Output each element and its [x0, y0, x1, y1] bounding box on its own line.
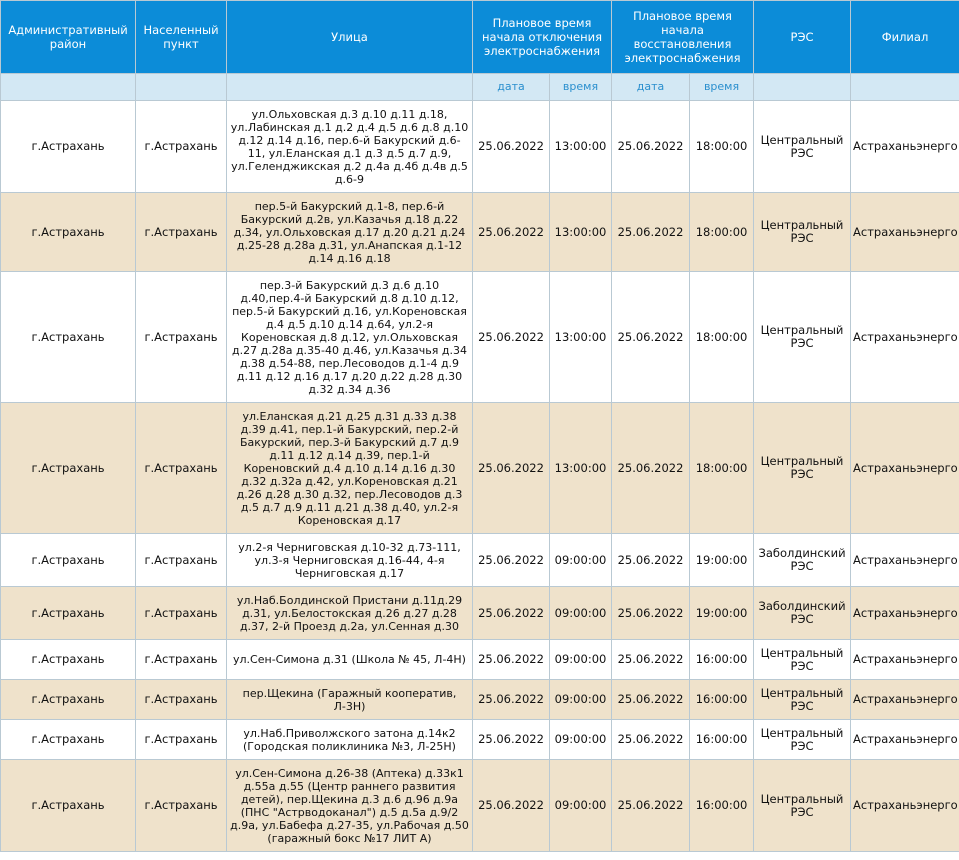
subheader-empty: [136, 74, 227, 101]
locality-cell: г.Астрахань: [136, 760, 227, 852]
on-time-cell: 18:00:00: [690, 101, 754, 193]
on-time-cell: 16:00:00: [690, 760, 754, 852]
branch-cell: Астраханьэнерго: [851, 587, 959, 640]
branch-cell: Астраханьэнерго: [851, 640, 959, 680]
street-cell: ул.Ольховская д.3 д.10 д.11 д.18, ул.Лабинская д.1 д.2 д.4 д.5 д.6 д.8 д.10 д.12 д.14 д.16, пер.6-й Бакурский д.6-11, ул.Еланская д.1 д.3 д.5 д.7 д.9, ул.Геленджикская д.2 д.4а д.4б д.4в д.5 д.6-9: [227, 101, 473, 193]
res-cell: Центральный РЭС: [754, 720, 851, 760]
street-cell: ул.Наб.Болдинской Пристани д.11д.29 д.31, ул.Белостокская д.26 д.27 д.28 д.37, 2-й Проезд д.2а, ул.Сенная д.30: [227, 587, 473, 640]
header-off-time: Плановое время начала отключения электроснабжения: [473, 1, 612, 74]
subheader-empty: [1, 74, 136, 101]
on-time-cell: 19:00:00: [690, 534, 754, 587]
on-date-cell: 25.06.2022: [612, 760, 690, 852]
on-date-cell: 25.06.2022: [612, 403, 690, 534]
res-cell: Центральный РЭС: [754, 101, 851, 193]
header-branch: Филиал: [851, 1, 959, 74]
on-time-cell: 18:00:00: [690, 193, 754, 272]
district-cell: г.Астрахань: [1, 101, 136, 193]
table-row: [1, 534, 959, 587]
res-cell: Центральный РЭС: [754, 760, 851, 852]
off-date-cell: 25.06.2022: [473, 403, 550, 534]
on-time-cell: 18:00:00: [690, 272, 754, 403]
off-date-cell: 25.06.2022: [473, 193, 550, 272]
table-row: [1, 272, 959, 403]
off-time-cell: 13:00:00: [550, 101, 612, 193]
street-cell: ул.Еланская д.21 д.25 д.31 д.33 д.38 д.39 д.41, пер.1-й Бакурский, пер.2-й Бакурский, пер.3-й Бакурский д.7 д.9 д.11 д.12 д.14 д.39, пер.1-й Кореновский д.4 д.10 д.14 д.16 д.30 д.32 д.32а д.42, ул.Кореновская д.21 д.26 д.28 д.30 д.32, пер.Лесоводов д.3 д.5 д.7 д.9 д.11 д.21 д.38 д.40, ул.2-я Кореновская д.17: [227, 403, 473, 534]
table-row: [1, 720, 959, 760]
header-district: Административный район: [1, 1, 136, 74]
off-date-cell: 25.06.2022: [473, 760, 550, 852]
district-cell: г.Астрахань: [1, 760, 136, 852]
locality-cell: г.Астрахань: [136, 101, 227, 193]
off-date-cell: 25.06.2022: [473, 101, 550, 193]
branch-cell: Астраханьэнерго: [851, 272, 959, 403]
off-date-cell: 25.06.2022: [473, 680, 550, 720]
district-cell: г.Астрахань: [1, 272, 136, 403]
off-time-cell: 13:00:00: [550, 272, 612, 403]
street-cell: пер.Щекина (Гаражный кооператив, Л-3Н): [227, 680, 473, 720]
res-cell: Заболдинский РЭС: [754, 587, 851, 640]
table-row: [1, 403, 959, 534]
res-cell: Центральный РЭС: [754, 193, 851, 272]
off-time-cell: 13:00:00: [550, 403, 612, 534]
branch-cell: Астраханьэнерго: [851, 403, 959, 534]
header-locality: Населенный пункт: [136, 1, 227, 74]
table-row: [1, 587, 959, 640]
locality-cell: г.Астрахань: [136, 193, 227, 272]
off-date-cell: 25.06.2022: [473, 272, 550, 403]
on-date-cell: 25.06.2022: [612, 534, 690, 587]
locality-cell: г.Астрахань: [136, 680, 227, 720]
off-time-cell: 09:00:00: [550, 760, 612, 852]
res-cell: Центральный РЭС: [754, 680, 851, 720]
header-street: Улица: [227, 1, 473, 74]
on-time-cell: 16:00:00: [690, 680, 754, 720]
subheader-empty: [227, 74, 473, 101]
on-date-cell: 25.06.2022: [612, 680, 690, 720]
street-cell: ул.2-я Черниговская д.10-32 д.73-111, ул.3-я Черниговская д.16-44, 4-я Черниговская д.17: [227, 534, 473, 587]
locality-cell: г.Астрахань: [136, 587, 227, 640]
locality-cell: г.Астрахань: [136, 272, 227, 403]
res-cell: Заболдинский РЭС: [754, 534, 851, 587]
on-time-cell: 18:00:00: [690, 403, 754, 534]
off-time-cell: 09:00:00: [550, 720, 612, 760]
branch-cell: Астраханьэнерго: [851, 101, 959, 193]
branch-cell: Астраханьэнерго: [851, 193, 959, 272]
res-cell: Центральный РЭС: [754, 640, 851, 680]
table-row: [1, 640, 959, 680]
on-date-cell: 25.06.2022: [612, 720, 690, 760]
locality-cell: г.Астрахань: [136, 534, 227, 587]
res-cell: Центральный РЭС: [754, 272, 851, 403]
off-date-cell: 25.06.2022: [473, 587, 550, 640]
street-cell: пер.5-й Бакурский д.1-8, пер.6-й Бакурский д.2в, ул.Казачья д.18 д.22 д.34, ул.Ольховская д.17 д.20 д.21 д.24 д.25-28 д.28а д.31, ул.Анапская д.1-12 д.14 д.16 д.18: [227, 193, 473, 272]
header-on-time: Плановое время начала восстановления электроснабжения: [612, 1, 754, 74]
street-cell: ул.Сен-Симона д.31 (Школа № 45, Л-4Н): [227, 640, 473, 680]
district-cell: г.Астрахань: [1, 640, 136, 680]
table-row: [1, 760, 959, 852]
subheader-off-time: время: [550, 74, 612, 101]
branch-cell: Астраханьэнерго: [851, 680, 959, 720]
off-date-cell: 25.06.2022: [473, 534, 550, 587]
off-time-cell: 09:00:00: [550, 587, 612, 640]
off-date-cell: 25.06.2022: [473, 720, 550, 760]
subheader-on-time: время: [690, 74, 754, 101]
on-date-cell: 25.06.2022: [612, 587, 690, 640]
res-cell: Центральный РЭС: [754, 403, 851, 534]
table-row: [1, 680, 959, 720]
off-time-cell: 13:00:00: [550, 193, 612, 272]
table-row: [1, 193, 959, 272]
header-res: РЭС: [754, 1, 851, 74]
on-date-cell: 25.06.2022: [612, 101, 690, 193]
district-cell: г.Астрахань: [1, 534, 136, 587]
subheader-empty: [851, 74, 959, 101]
locality-cell: г.Астрахань: [136, 403, 227, 534]
branch-cell: Астраханьэнерго: [851, 534, 959, 587]
branch-cell: Астраханьэнерго: [851, 720, 959, 760]
district-cell: г.Астрахань: [1, 193, 136, 272]
on-time-cell: 16:00:00: [690, 720, 754, 760]
subheader-empty: [754, 74, 851, 101]
off-time-cell: 09:00:00: [550, 534, 612, 587]
district-cell: г.Астрахань: [1, 680, 136, 720]
branch-cell: Астраханьэнерго: [851, 760, 959, 852]
district-cell: г.Астрахань: [1, 403, 136, 534]
on-date-cell: 25.06.2022: [612, 640, 690, 680]
district-cell: г.Астрахань: [1, 587, 136, 640]
table-row: [1, 101, 959, 193]
street-cell: пер.3-й Бакурский д.3 д.6 д.10 д.40,пер.4-й Бакурский д.8 д.10 д.12, пер.5-й Бакурский д.16, ул.Кореновская д.4 д.5 д.10 д.14 д.64, ул.2-я Кореновская д.8 д.12, ул.Ольховская д.27 д.28а д.35-40 д.46, ул.Казачья д.34 д.38 д.54-88, пер.Лесоводов д.1-4 д.9 д.11 д.12 д.16 д.17 д.20 д.22 д.28 д.30 д.32 д.34 д.36: [227, 272, 473, 403]
off-time-cell: 09:00:00: [550, 640, 612, 680]
subheader-on-date: дата: [612, 74, 690, 101]
on-date-cell: 25.06.2022: [612, 272, 690, 403]
off-date-cell: 25.06.2022: [473, 640, 550, 680]
on-date-cell: 25.06.2022: [612, 193, 690, 272]
street-cell: ул.Наб.Приволжского затона д.14к2 (Городская поликлиника №3, Л-25Н): [227, 720, 473, 760]
locality-cell: г.Астрахань: [136, 720, 227, 760]
on-time-cell: 16:00:00: [690, 640, 754, 680]
street-cell: ул.Сен-Симона д.26-38 (Аптека) д.33к1 д.55а д.55 (Центр раннего развития детей), пер.Щекина д.3 д.6 д.96 д.9а (ПНС "Астрводоканал") д.5 д.5а д.9/2 д.9а, ул.Бабефа д.27-35, ул.Рабочая д.50 (гаражный бокс №17 ЛИТ А): [227, 760, 473, 852]
locality-cell: г.Астрахань: [136, 640, 227, 680]
subheader-off-date: дата: [473, 74, 550, 101]
off-time-cell: 09:00:00: [550, 680, 612, 720]
district-cell: г.Астрахань: [1, 720, 136, 760]
on-time-cell: 19:00:00: [690, 587, 754, 640]
